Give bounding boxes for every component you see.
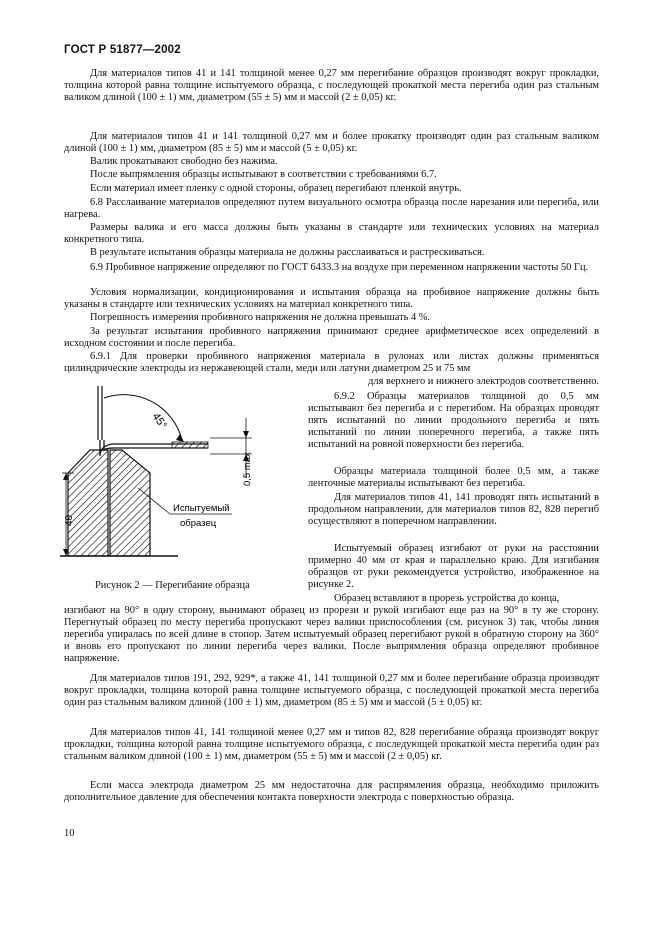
angle-arc xyxy=(104,395,182,440)
figure-bending-device xyxy=(60,378,310,593)
gap-label: 0,5 max xyxy=(242,452,253,486)
paragraph: Для материалов типов 41 и 141 толщиной менее 0,27 мм перегибание образцов производят вокруг прокладки, толщина которой равна толщине испытуемого образца, с последующей прокаткой места перегиба один раз стальным валиком длиной (100 ± 1) мм, диаметром (55 ± 5) мм и массой (2 ± 0,05) кг. xyxy=(64,68,599,103)
paragraph: 6.9 Пробивное напряжение определяют по ГОСТ 6433.3 на воздухе при переменном напряжении частоты 50 Гц. xyxy=(90,262,589,273)
paragraph: Если масса электрода диаметром 25 мм недостаточна для распрямления образца, необходимо приложить дополнительное давление для обеспечения контакта поверхности электрода с поверхностью образца. xyxy=(64,780,599,803)
shim xyxy=(172,442,208,448)
paragraph: для верхнего и нижнего электродов соответственно. xyxy=(368,376,599,387)
paragraph: Для материалов типов 191, 292, 929*, а также 41, 141 толщиной 0,27 мм и более перегибание образца производят вокруг прокладки, толщина которой равна толщине испытуемого образца, с последующей прокаткой места перегиба один раз стальным валиком длиной (100 ± 1) мм, диаметром (85 ± 5) мм и массой (5 ± 0,05) кг. xyxy=(64,673,599,708)
paragraph: изгибают на 90° в одну сторону, вынимают образец из прорези и рукой изгибают еще раз на 90° в ту же сторону. Перегнутый образец по месту перегиба пропускают через валики приспособления (см. рисунок 3) так, чтобы линия перегиба упиралась по всей длине в стопор. Затем испытуемый образец перегибают рукой в обратную сторону на 360° и вновь его пропускают по линии перегиба через валики. После выпрямления образца определяют пробивное напряжение. xyxy=(64,605,599,664)
figure-caption: Рисунок 2 — Перегибание образца xyxy=(95,580,250,591)
paragraph: Размеры валика и его масса должны быть указаны в стандарте или технических условиях на материал конкретного типа. xyxy=(64,222,599,245)
right-paragraph: Образцы материала толщиной более 0,5 мм, а также ленточные материалы испытывают без перегиба. xyxy=(308,466,599,489)
right-paragraph: Для материалов типов 41, 141 проводят пять испытаний в продольном направлении, для материалов типов 82, 828 перегиб осуществляют в поперечном направлении. xyxy=(308,492,599,527)
height-label: 40 xyxy=(64,514,75,526)
page-number: 10 xyxy=(64,828,75,839)
paragraph: За результат испытания пробивного напряжения принимают среднее арифметическое всех определений в исходном состоянии и после перегиба. xyxy=(64,326,599,349)
angle-label: 45° xyxy=(149,410,169,432)
document-header: ГОСТ Р 51877—2002 xyxy=(64,44,181,56)
paragraph: Для материалов типов 41, 141 толщиной менее 0,27 мм и типов 82, 828 перегибание образца производят вокруг прокладки, толщина которой равна толщине испытуемого образца, с последующей прокаткой места перегиба один раз стальным валиком длиной (100 ± 1) мм, диаметром (55 ± 5) мм и массой (2 ± 0,05) кг. xyxy=(64,727,599,762)
right-die xyxy=(110,450,150,556)
paragraph: 6.8 Расслаивание материалов определяют путем визуального осмотра образца после нарезания или перегиба, или нагрева. xyxy=(64,197,599,220)
left-die xyxy=(68,450,108,556)
paragraph: Погрешность измерения пробивного напряжения не должна превышать 4 %. xyxy=(90,312,431,323)
paragraph: Валик прокатывают свободно без нажима. xyxy=(90,156,278,167)
sample-label: образец xyxy=(180,518,217,529)
right-paragraph: Образец вставляют в прорезь устройства до конца, xyxy=(334,593,560,604)
paragraph: 6.9.1 Для проверки пробивного напряжения материала в рулонах или листах должны применяться цилиндрические электроды из нержавеющей стали, меди или латуни диаметром 25 и 75 мм xyxy=(64,351,599,374)
paragraph: В результате испытания образцы материала не должны расслаиваться и растрескиваться. xyxy=(90,247,485,258)
paragraph: Для материалов типов 41 и 141 толщиной 0,27 мм и более прокатку производят один раз стальным валиком длиной (100 ± 1) мм, диаметром (85 ± 5) мм и массой (5 ± 0,05) кг. xyxy=(64,131,599,154)
paragraph: Условия нормализации, кондиционирования и испытания образца на пробивное напряжение должны быть указаны в стандарте или технических условиях на материал конкретного типа. xyxy=(64,287,599,310)
right-paragraph: 6.9.2 Образцы материалов толщиной до 0,5 мм испытывают без перегиба и с перегибом. На образцах проводят пять испытаний по линии продольного перегиба и пять испытаний по линии поперечного перегиба, а также пять испытаний на ровной поверхности без перегиба. xyxy=(308,391,599,450)
paragraph: После выпрямления образцы испытывают в соответствии с требованиями 6.7. xyxy=(90,169,437,180)
paragraph: Если материал имеет пленку с одной стороны, образец перегибают пленкой внутрь. xyxy=(90,183,462,194)
right-paragraph: Испытуемый образец изгибают от руки на расстоянии примерно 40 мм от края и параллельно краю. Для изгибания образцов от руки рекомендуется устройство, изображенное на рисунке 2. xyxy=(308,543,599,590)
sample-label: Испытуемый xyxy=(173,503,230,514)
bending-diagram xyxy=(60,378,310,593)
arrow-head xyxy=(176,434,184,442)
